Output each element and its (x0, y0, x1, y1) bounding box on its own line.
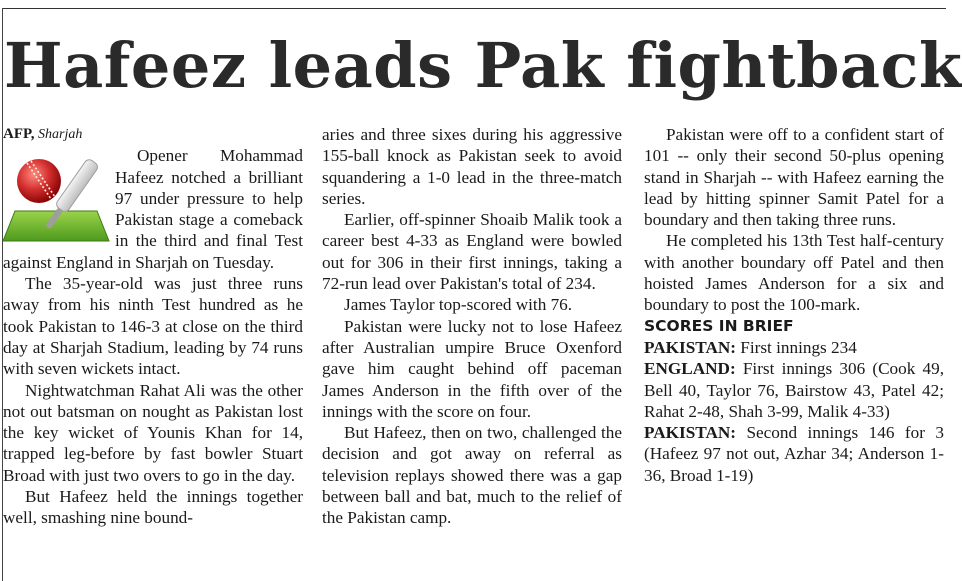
paragraph: But Hafeez, then on two, challenged the decision and got away on referral as television replays showed there was a gap between ball and bat, much to the relief of the Pakistan camp. (322, 423, 622, 528)
paragraph: He completed his 13th Test half-century with another boundary off Patel and then hoisted James Anderson for a six and boundary to post the 100-mark. (644, 231, 944, 315)
score-text: First innings 234 (740, 337, 857, 357)
scores-heading: SCORES IN BRIEF (644, 316, 794, 335)
byline-place: Sharjah (38, 127, 83, 142)
paragraph: aries and three sixes during his aggressive 155-ball knock as Pakistan seek to avoid squandering a 1-0 lead in the three-match series. (322, 125, 622, 208)
byline-agency: AFP, (3, 126, 35, 142)
paragraph: James Taylor top-scored with 76. (344, 295, 573, 315)
column-1 (3, 124, 303, 529)
column-3 (644, 124, 944, 486)
paragraph: Opener Mohammad Hafeez notched a brilliant 97 under pressure to help Pakistan stage a comeback in the third and final Test against England in Sharjah on Tuesday. (3, 146, 303, 272)
score-team: PAKISTAN: (644, 337, 736, 357)
byline (3, 124, 303, 145)
headline: Hafeez leads Pak fightback (4, 29, 962, 102)
cricket-ball-stumps-icon (1, 141, 111, 251)
score-line (644, 358, 944, 422)
score-text: First innings 306 (Cook 49, Bell 40, Taylor 76, Bairstow 43, Patel 42; Rahat 2-48, Shah 3-99, Malik 4-33) (644, 359, 945, 421)
score-line (644, 337, 944, 358)
top-rule (2, 8, 946, 9)
paragraph: Pakistan were lucky not to lose Hafeez after Australian umpire Bruce Oxenford gave him caught behind off paceman James Anderson in the fifth over of the innings with the score on four. (322, 316, 622, 421)
paragraph: The 35-year-old was just three runs away from his ninth Test hundred as he took Pakistan to 146-3 at close on the third day at Sharjah Stadium, leading by 74 runs with seven wickets intact. (3, 274, 303, 379)
score-text: Second innings 146 for 3 (Hafeez 97 not out, Azhar 34; Anderson 1-36, Broad 1-19) (644, 423, 944, 485)
score-team: PAKISTAN: (644, 423, 736, 443)
paragraph: Pakistan were off to a confident start of 101 -- only their second 50-plus opening stand in Sharjah -- with Hafeez earning the lead by hitting spinner Samit Patel for a boundary and then taking three runs. (644, 125, 944, 230)
paragraph: Nightwatchman Rahat Ali was the other not out batsman on nought as Pakistan lost the key wicket of Younis Khan for 14, trapped leg-before by fast bowler Stuart Broad with just two overs to go in the day. (3, 380, 303, 485)
column-2 (322, 124, 622, 529)
paragraph: But Hafeez held the innings together well, smashing nine bound- (3, 487, 303, 528)
score-line (644, 422, 944, 486)
score-team: ENGLAND: (644, 359, 736, 379)
paragraph: Earlier, off-spinner Shoaib Malik took a career best 4-33 as England were bowled out for 306 in their first innings, taking a 72-run lead over Pakistan's total of 234. (322, 210, 622, 294)
